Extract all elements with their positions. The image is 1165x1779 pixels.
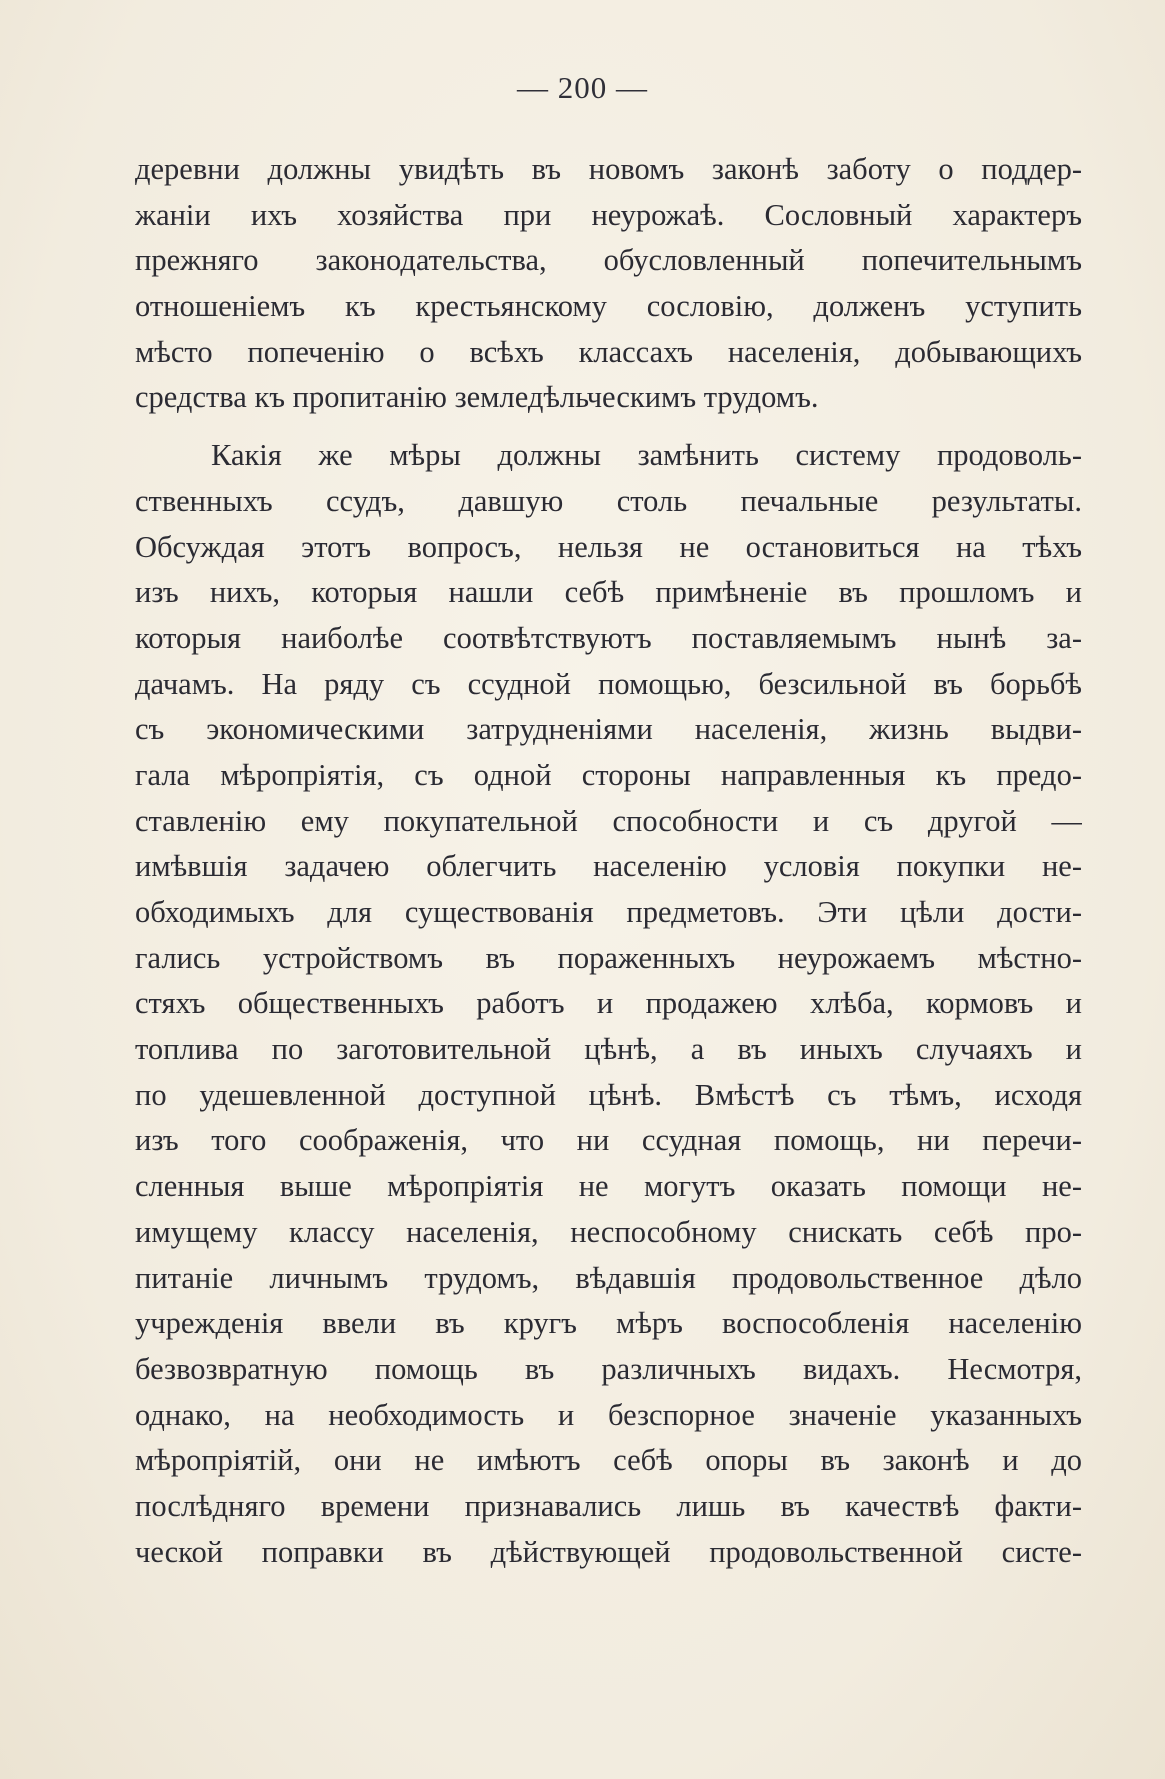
text-line: ставленію ему покупательной способности и съ другой —: [135, 803, 1082, 838]
text-line: изъ нихъ, которыя нашли себѣ примѣненіе въ прошломъ и: [135, 575, 1082, 610]
text-line: изъ того соображенія, что ни ссудная помощь, ни перечи-: [135, 1123, 1082, 1158]
text-line: средства къ пропитанію земледѣльческимъ трудомъ.: [135, 380, 819, 415]
text-line: мѣсто попеченію о всѣхъ классахъ населенія, добывающихъ: [135, 334, 1082, 369]
text-line: жаніи ихъ хозяйства при неурожаѣ. Сословный характеръ: [135, 197, 1082, 232]
text-line: Какія же мѣры должны замѣнить систему продоволь-: [211, 438, 1082, 473]
text-line: отношеніемъ къ крестьянскому сословію, долженъ уступить: [135, 289, 1082, 324]
paragraph-1: [135, 147, 1082, 421]
text-line: имущему классу населенія, неспособному снискать себѣ про-: [135, 1214, 1082, 1249]
text-line: учрежденія ввели въ кругъ мѣръ воспособленія населенію: [135, 1306, 1082, 1341]
text-line: послѣдняго времени признавались лишь въ качествѣ факти-: [135, 1488, 1082, 1523]
text-line: имѣвшія задачею облегчить населенію условія покупки не-: [135, 849, 1082, 884]
text-line: Обсуждая этотъ вопросъ, нельзя не остановиться на тѣхъ: [135, 529, 1082, 564]
text-line: ственныхъ ссудъ, давшую столь печальные результаты.: [135, 483, 1082, 518]
text-line: питаніе личнымъ трудомъ, вѣдавшія продовольственное дѣло: [135, 1260, 1082, 1295]
text-line: деревни должны увидѣть въ новомъ законѣ заботу о поддер-: [135, 152, 1082, 186]
text-line: ческой поправки въ дѣйствующей продовольственной систе-: [135, 1534, 1082, 1569]
text-line: однако, на необходимость и безспорное значеніе указанныхъ: [135, 1397, 1082, 1432]
paragraph-spacer: [135, 421, 1082, 433]
text-line: прежняго законодательства, обусловленный попечительнымъ: [135, 243, 1082, 278]
text-line: гала мѣропріятія, съ одной стороны направленныя къ предо-: [135, 757, 1082, 792]
text-line: сленныя выше мѣропріятія не могутъ оказать помощи не-: [135, 1169, 1082, 1204]
text-line: безвозвратную помощь въ различныхъ видахъ. Несмотря,: [135, 1351, 1082, 1386]
text-line: съ экономическими затрудненіями населенія, жизнь выдви-: [135, 712, 1082, 747]
text-line: гались устройствомъ въ пораженныхъ неурожаемъ мѣстно-: [135, 940, 1082, 975]
text-line: топлива по заготовительной цѣнѣ, а въ иныхъ случаяхъ и: [135, 1032, 1082, 1067]
text-line: по удешевленной доступной цѣнѣ. Вмѣстѣ съ тѣмъ, исходя: [135, 1077, 1082, 1112]
text-line: мѣропріятій, они не имѣютъ себѣ опоры въ законѣ и до: [135, 1443, 1082, 1478]
body-text: [135, 147, 1082, 1575]
text-line: которыя наиболѣе соотвѣтствуютъ поставляемымъ нынѣ за-: [135, 620, 1082, 655]
paragraph-2: [135, 433, 1082, 1575]
page-number: — 200 —: [517, 70, 648, 105]
text-line: стяхъ общественныхъ работъ и продажею хлѣба, кормовъ и: [135, 986, 1082, 1021]
text-line: дачамъ. На ряду съ ссудной помощью, безсильной въ борьбѣ: [135, 666, 1082, 701]
text-line: обходимыхъ для существованія предметовъ. Эти цѣли дости-: [135, 895, 1082, 929]
